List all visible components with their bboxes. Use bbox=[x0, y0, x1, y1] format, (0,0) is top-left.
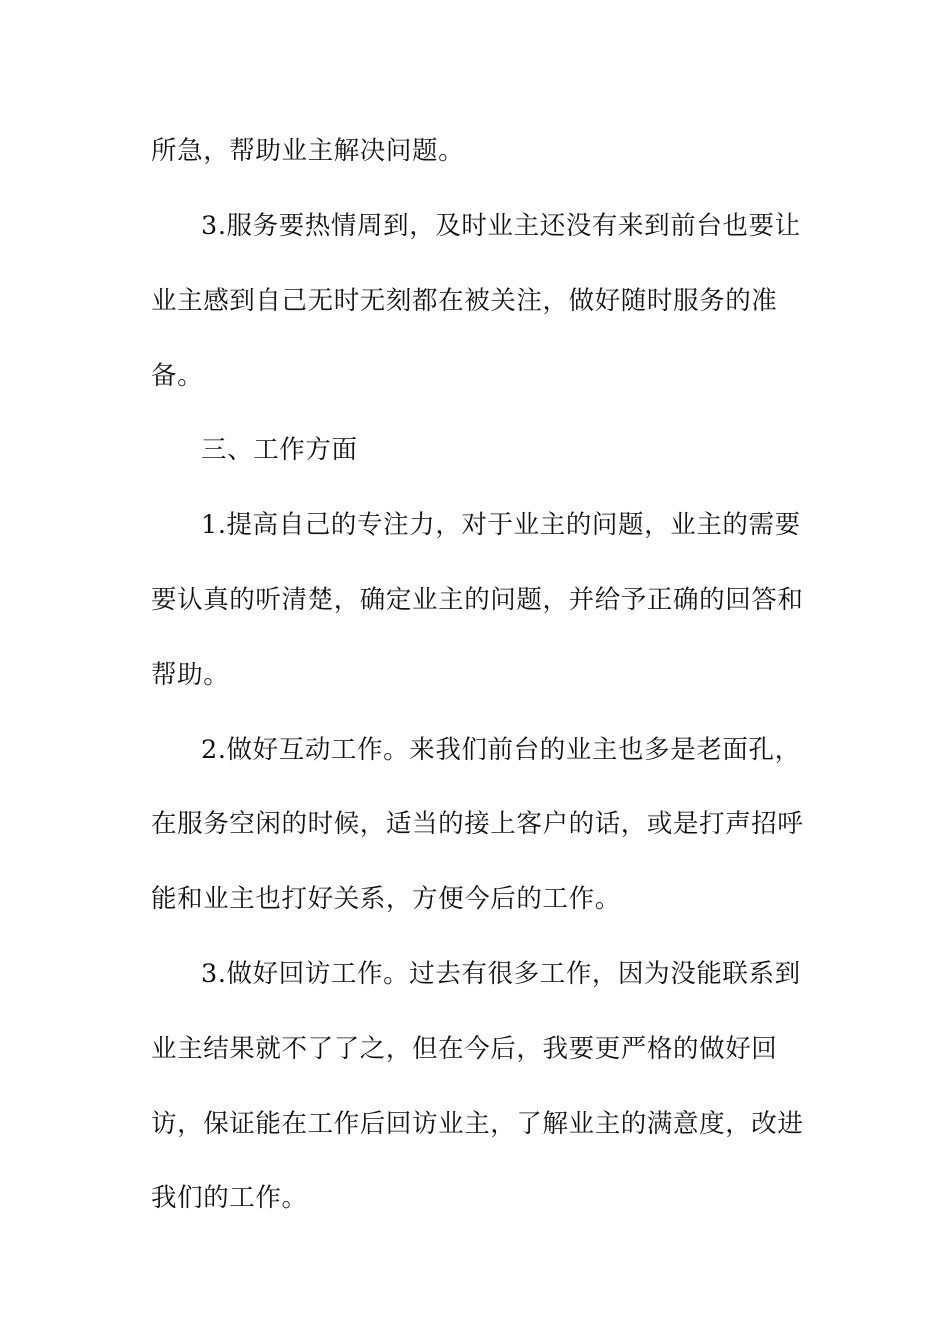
paragraph-line: 3.做好回访工作。过去有很多工作，因为没能联系到 bbox=[201, 959, 801, 989]
paragraph-line: 业主感到自己无时无刻都在被关注，做好随时服务的准 bbox=[151, 286, 778, 316]
paragraph-line: 要认真的听清楚，确定业主的问题，并给予正确的回答和 bbox=[151, 585, 804, 615]
section-heading: 三、工作方面 bbox=[201, 435, 358, 465]
paragraph-line: 3.服务要热情周到，及时业主还没有来到前台也要让 bbox=[201, 211, 801, 241]
paragraph-line: 帮助。 bbox=[151, 660, 230, 690]
paragraph-line: 业主结果就不了了之，但在今后，我要更严格的做好回 bbox=[151, 1034, 778, 1064]
paragraph-line: 访，保证能在工作后回访业主，了解业主的满意度，改进 bbox=[151, 1109, 804, 1139]
paragraph-line: 所急，帮助业主解决问题。 bbox=[151, 136, 465, 166]
paragraph-line: 备。 bbox=[151, 361, 204, 391]
paragraph-line: 1.提高自己的专注力，对于业主的问题，业主的需要 bbox=[201, 510, 801, 540]
paragraph-line: 我们的工作。 bbox=[151, 1183, 308, 1213]
paragraph-line: 2.做好互动工作。来我们前台的业主也多是老面孔， bbox=[201, 735, 801, 765]
paragraph-line: 能和业主也打好关系，方便今后的工作。 bbox=[151, 884, 621, 914]
paragraph-line: 在服务空闲的时候，适当的接上客户的话，或是打声招呼 bbox=[151, 809, 804, 839]
